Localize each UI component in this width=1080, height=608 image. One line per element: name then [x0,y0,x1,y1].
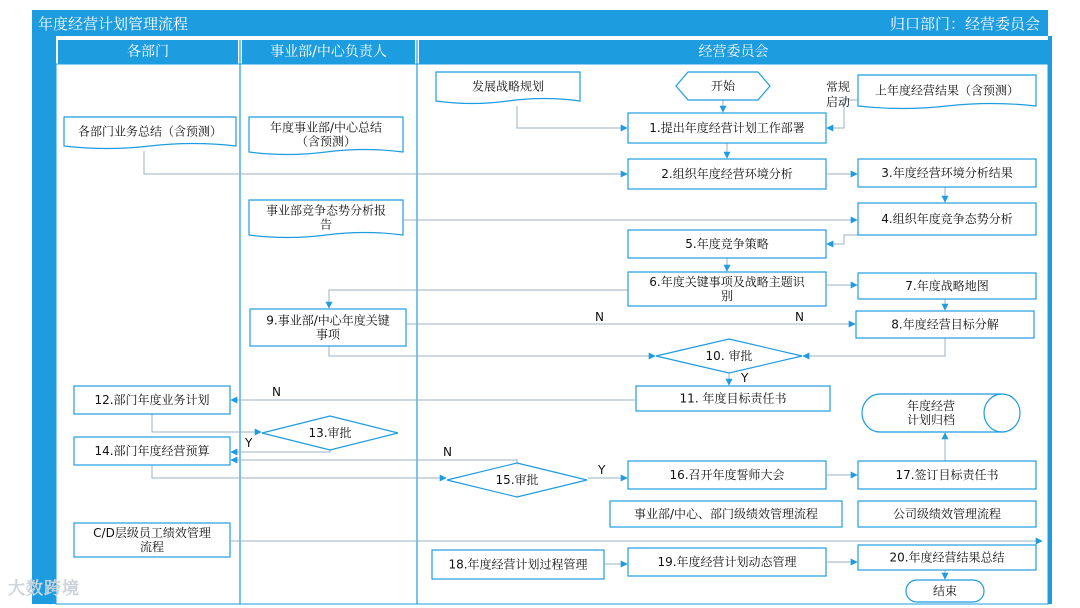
node-label: 年度经营计划归档 [906,399,956,427]
node-label: 发展战略规划 [471,79,545,94]
node-label: 结束 [932,584,958,598]
node-label: 9.事业部/中心年度关键事项 [266,313,390,342]
edge-label-y10: Y [741,371,749,385]
node-n-strategy [436,72,580,104]
node-label: 5.年度竞争策略 [685,237,769,251]
node-n5 [628,230,826,258]
node-n8 [856,311,1034,338]
edge-label-y13: Y [245,436,253,450]
regular-start-label: 常规启动 [826,80,851,109]
node-label: 8.年度经营目标分解 [891,317,999,332]
node-label: 1.提出年度经营计划工作部署 [649,121,805,135]
node-label: 14.部门年度经营预算 [94,444,210,458]
node-n7 [858,273,1036,299]
node-n-bu-sum [249,117,403,155]
owner-department: 归口部门：经营委员会 [889,15,1040,33]
page-title: 年度经营计划管理流程 [38,15,189,33]
node-n6 [628,272,826,306]
node-label: 6.年度关键事项及战略主题识别 [649,275,805,303]
node-n-cd [74,523,230,557]
node-n-co-perf [858,501,1036,527]
edge-label-y15: Y [598,463,606,477]
node-label: 16.召开年度誓师大会 [669,468,785,482]
node-n2 [628,159,826,189]
node-label: 17.签订目标责任书 [895,468,999,482]
node-n12 [74,386,230,414]
node-n-end [906,580,984,602]
node-label: 12.部门年度业务计划 [94,393,210,407]
lane-header-committee: 经营委员会 [419,40,1048,64]
lane-header-departments: 各部门 [58,40,238,64]
node-n-archive [862,394,1020,432]
node-label: 年度事业部/中心总结（含预测） [269,120,383,149]
node-label: 各部门业务总结（含预测） [77,124,223,139]
node-label: 10. 审批 [705,349,753,363]
node-n11 [636,386,830,411]
edge-label-n-d: N [443,445,452,459]
node-n9 [250,309,406,346]
node-label: 4.组织年度竞争态势分析 [881,212,1013,226]
node-label: 公司级绩效管理流程 [892,507,1002,521]
node-label: 上年度经营结果（含预测） [874,83,1020,98]
node-label: 开始 [710,79,736,93]
node-n4 [858,203,1036,235]
edge-label-n-a: N [595,310,604,324]
lane-header-bu-heads: 事业部/中心负责人 [242,40,415,64]
node-n14 [74,437,230,465]
node-n16 [628,461,826,489]
node-label: 事业部竞争态势分析报告 [265,203,387,232]
node-label: 11. 年度目标责任书 [679,391,787,406]
node-n-bu-perf [610,501,842,527]
node-label: 13.审批 [308,426,352,440]
node-n-comp [249,200,403,238]
node-label: 20.年度经营结果总结 [889,550,1005,565]
node-label: 18.年度经营计划过程管理 [448,557,588,572]
node-label: 事业部/中心、部门级绩效管理流程 [633,507,819,521]
node-label: C/D层级员工绩效管理流程 [93,526,211,554]
node-label: 2.组织年度经营环境分析 [661,167,793,181]
node-n19 [628,548,826,576]
watermark: 大数跨境 [8,579,80,599]
node-n1 [628,113,826,143]
node-n20 [858,545,1036,570]
node-label: 15.审批 [495,473,539,487]
edge-label-n-b: N [795,310,804,324]
node-n3 [858,159,1036,187]
node-label: 7.年度战略地图 [905,279,989,293]
edge-label-n-c: N [272,385,281,399]
node-n-start [676,72,770,100]
node-n-dept-sum [64,117,236,149]
node-n17 [858,461,1036,489]
node-label: 3.年度经营环境分析结果 [881,166,1013,180]
node-label: 19.年度经营计划动态管理 [657,555,797,569]
node-n18 [432,550,604,579]
node-n-last [858,75,1036,109]
